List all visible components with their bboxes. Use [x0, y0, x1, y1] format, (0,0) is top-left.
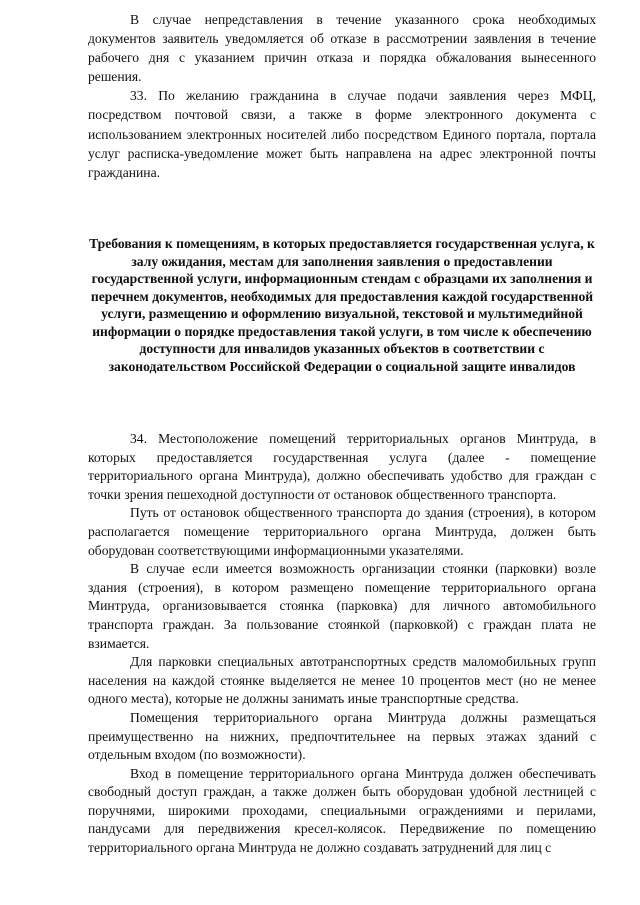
paragraph-33-receipt: 33. По желанию гражданина в случае подачи заявления через МФЦ, посредством почтовой связи, а также в форме электронного документа с использованием электронных носителей либо посредством Единого портала, портала услуг расписка-уведомление может быть направлена на адрес электронной почты гражданина.: [88, 88, 596, 180]
paragraph-disabled-parking: Для парковки специальных автотранспортных средств маломобильных групп населения на каждой стоянке выделяется не менее 10 процентов мест (но не менее одного места), которые не должны занимать иные транспортные средства.: [88, 654, 596, 707]
paragraph-notice-refusal: В случае непредставления в течение указанного срока необходимых документов заявитель уведомляется об отказе в рассмотрении заявления в течение рабочего дня с указанием причин отказа и порядка обжалования вынесенного решения.: [88, 12, 596, 85]
paragraph-entrance-access: Вход в помещение территориального органа Минтруда должен обеспечивать свободный доступ граждан, а также должен быть оборудован удобной лестницей с поручнями, широкими проходами, специальными ограждениями и перилами, пандусами для передвижения кресел-колясок. Передвижение по помещению территориального органа Минтруда не должно создавать затруднений для лиц с: [88, 765, 596, 856]
body-text: [88, 430, 596, 858]
section-heading: Требования к помещениям, в которых предоставляется государственная услуга, к залу ожидания, местам для заполнения заявления о предоставлении государственной услуги, информационным стендам с образцами их заполнения и перечнем документов, необходимых для предоставления каждой государственной услуги, размещению и оформлению визуальной, текстовой и мультимедийной информации о порядке предоставления такой услуги, в том числе к обеспечению доступности для инвалидов указанных объектов в соответствии с законодательством Российской Федерации о социальной защите инвалидов: [89, 236, 595, 374]
paragraph-parking: В случае если имеется возможность организации стоянки (парковки) возле здания (строения), в котором размещено помещение территориального органа Минтруда, организовывается стоянка (парковка) для личного автомобильного транспорта граждан. За пользование стоянкой (парковкой) с граждан плата не взимается.: [88, 561, 596, 651]
intro-text: [88, 10, 596, 182]
paragraph-floor-placement: Помещения территориального органа Минтруда должны размещаться преимущественно на нижних, предпочтительнее на первых этажах зданий с отдельным входом (по возможности).: [88, 709, 596, 763]
paragraph-route-signs: Путь от остановок общественного транспорта до здания (строения), в котором располагается помещение территориального органа Минтруда, должен быть оборудован соответствующими информационными указателями.: [88, 505, 596, 558]
paragraph-34-location: 34. Местоположение помещений территориальных органов Минтруда, в которых предоставляется государственная услуга (далее - помещение территориального органа Минтруда), должно обеспечивать удобство для граждан с точки зрения пешеходной доступности от остановок общественного транспорта.: [88, 431, 596, 502]
